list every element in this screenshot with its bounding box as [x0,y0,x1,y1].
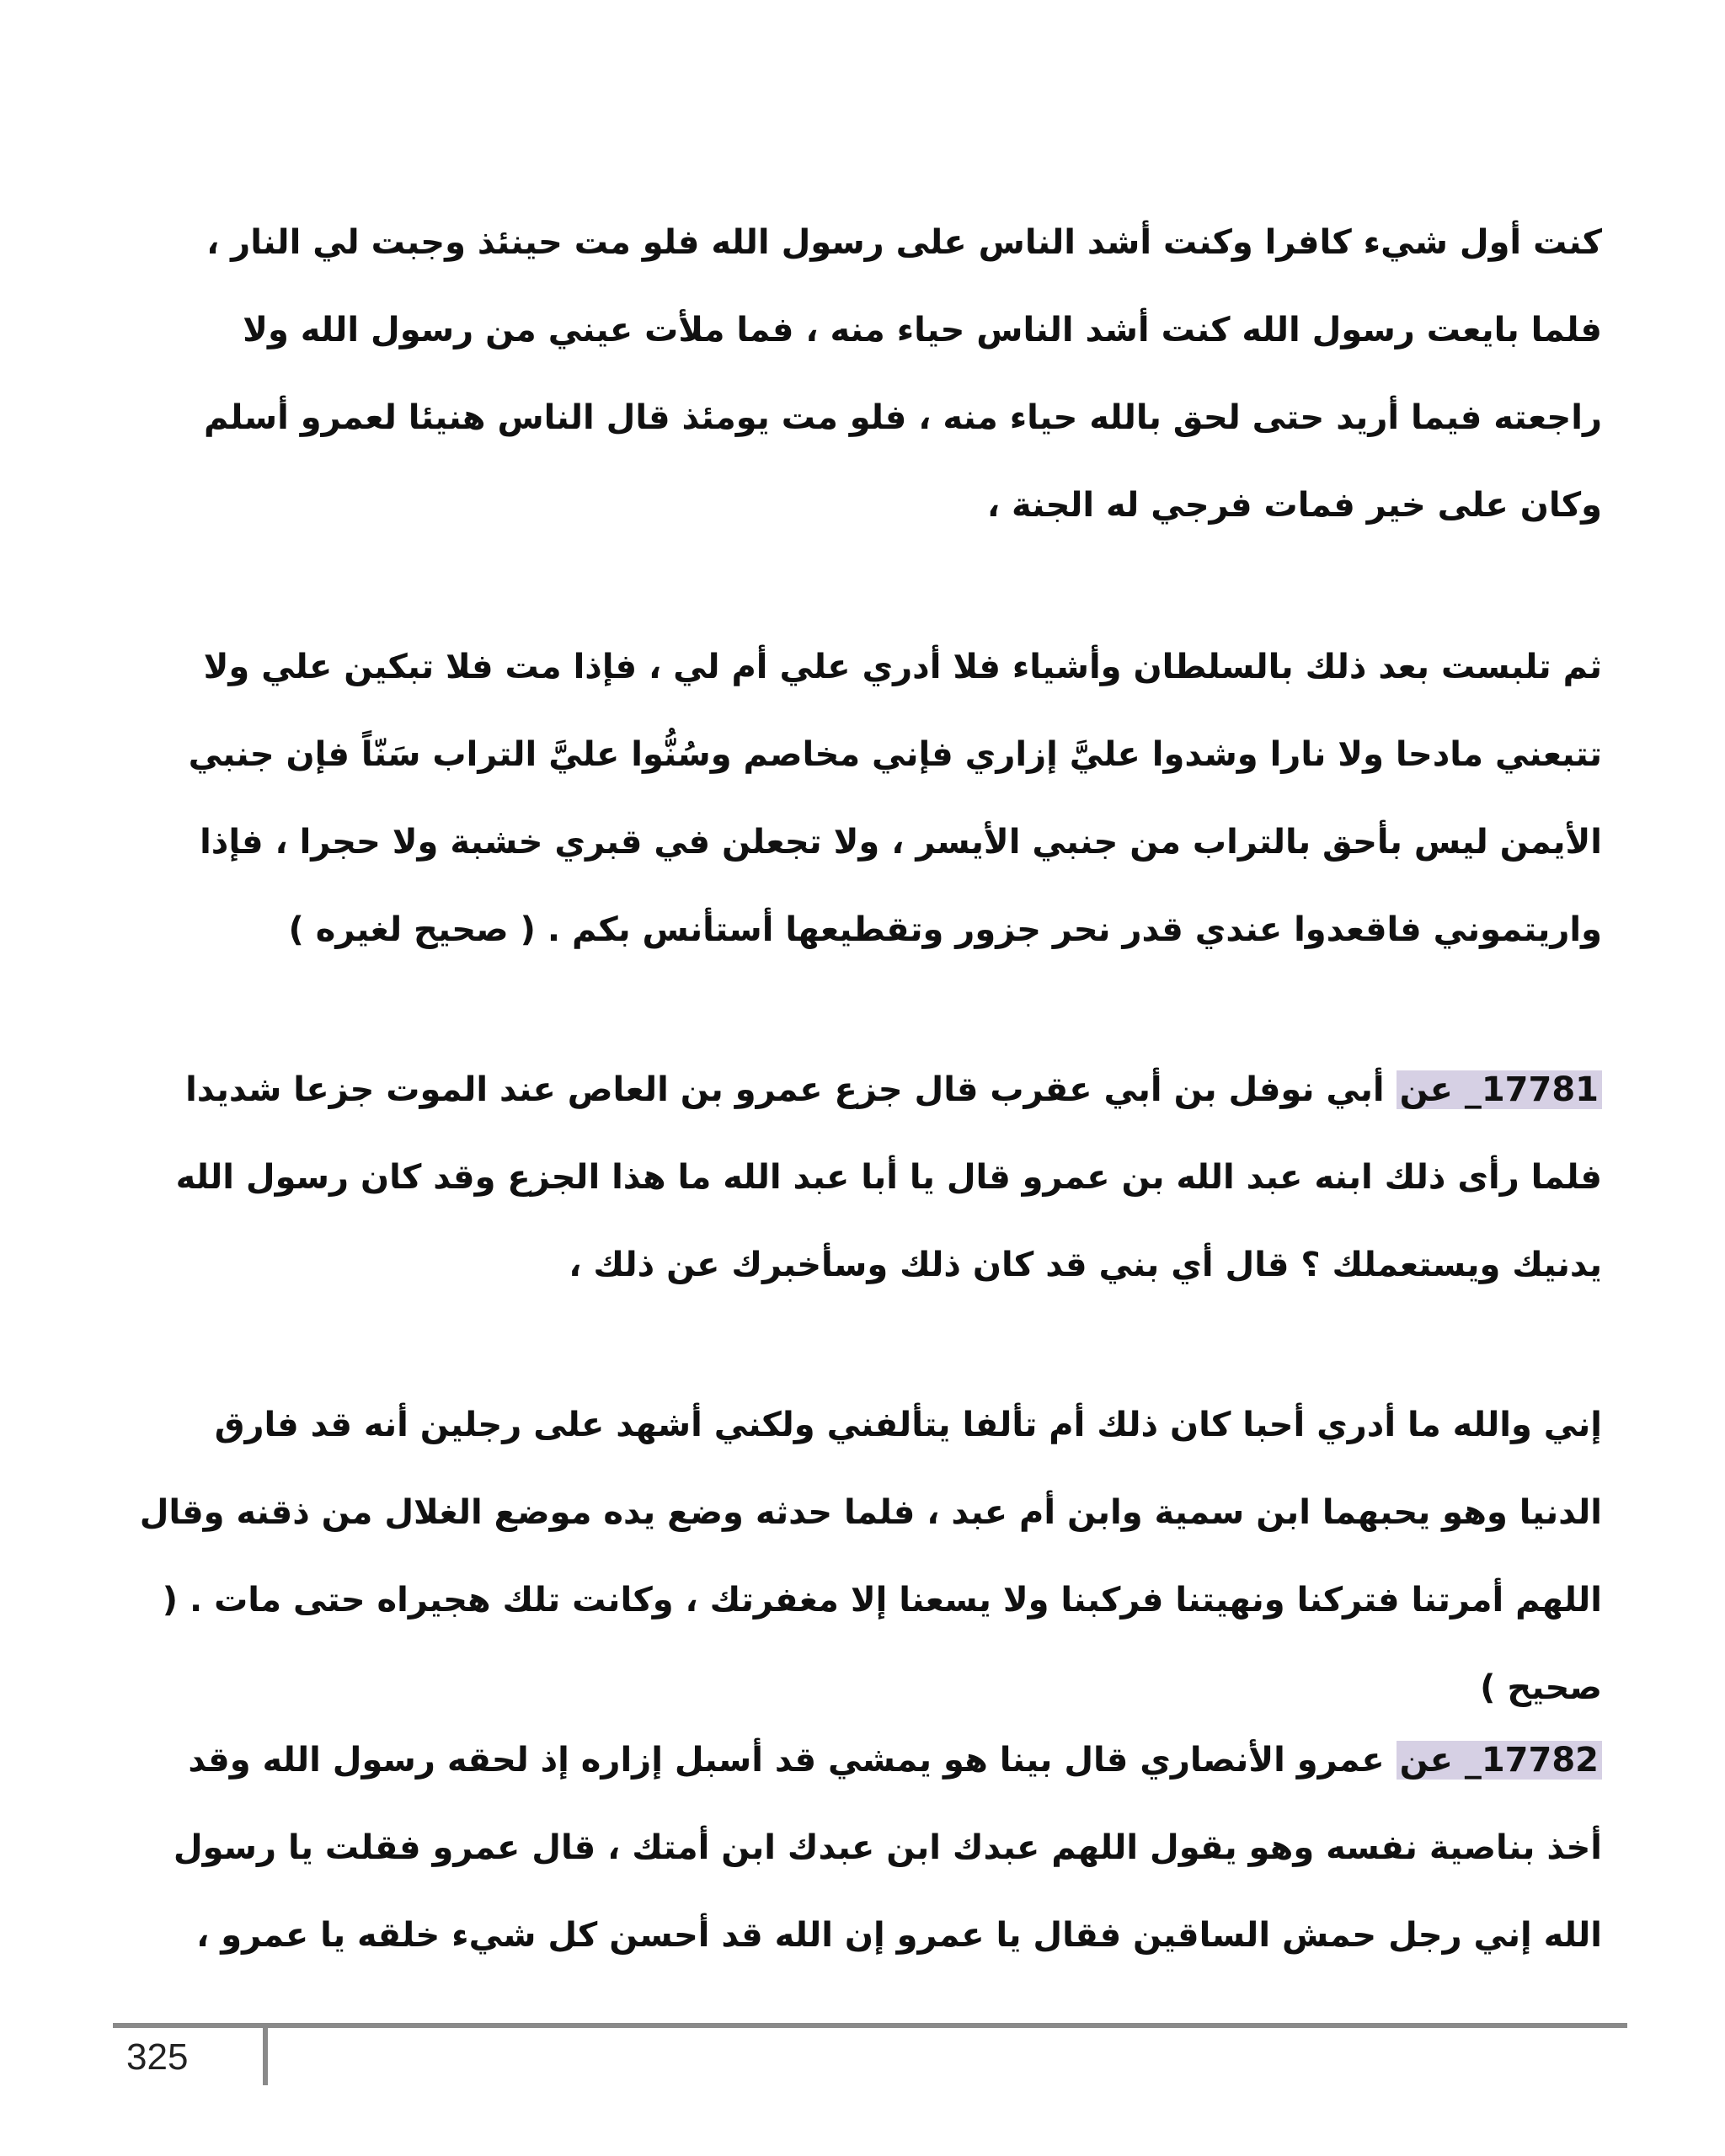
paragraph-4 [126,1381,1602,1732]
footer-divider [263,2028,268,2085]
paragraph-1 [126,199,1602,549]
hadith-17782 [126,1716,1602,1979]
paragraph-2-text: ثم تلبست بعد ذلك بالسلطان وأشياء فلا أدري علي أم لي ، فإذا مت فلا تبكين علي ولا تتبعني مادحا ولا نارا وشدوا عليَّ إزاري فإني مخاصم وسُنُّوا عليَّ التراب سَنّاً فإن جنبي الأيمن ليس بأحق بالتراب من جنبي الأيسر ، ولا تجعلن في قبري خشبة ولا حجرا ، فإذا واريتموني فاقعدوا عندي قدر نحر جزور وتقطيعها أستأنس بكم . ( صحيح لغيره ) [188,648,1602,949]
paragraph-4-text: إني والله ما أدري أحبا كان ذلك أم تألفا يتألفني ولكني أشهد على رجلين أنه قد فارق الدنيا وهو يحبهما ابن سمية وابن أم عبد ، فلما حدثه وضع يده موضع الغلال من ذقنه وقال اللهم أمرتنا فتركنا ونهيتنا فركبنا ولا يسعنا إلا مغفرتك ، وكانت تلك هجيراه حتى مات . ( صحيح ) [139,1406,1602,1707]
footer-rule [113,2023,1627,2028]
page-number: 325 [126,2036,189,2078]
hadith-number-highlight: 17781_ عن [1397,1070,1602,1109]
paragraph-2 [126,623,1602,974]
paragraph-1-text: كنت أول شيء كافرا وكنت أشد الناس على رسول الله فلو مت حينئذ وجبت لي النار ، فلما بايعت رسول الله كنت أشد الناس حياء منه ، فما ملأت عيني من رسول الله ولا راجعته فيما أريد حتى لحق بالله حياء منه ، فلو مت يومئذ قال الناس هنيئا لعمرو أسلم وكان على خير فمات فرجي له الجنة ، [204,223,1602,525]
hadith-number-highlight: 17782_ عن [1397,1741,1602,1780]
hadith-17782-text: عمرو الأنصاري قال بينا هو يمشي قد أسبل إزاره إذ لحقه رسول الله وقد أخذ بناصية نفسه وهو يقول اللهم عبدك ابن عبدك ابن أمتك ، قال عمرو فقلت يا رسول الله إني رجل حمش الساقين فقال يا عمرو إن الله قد أحسن كل شيء خلقه يا عمرو ، [173,1741,1602,1955]
hadith-17781 [126,1046,1602,1309]
hadith-17781-text: أبي نوفل بن أبي عقرب قال جزع عمرو بن العاص عند الموت جزعا شديدا فلما رأى ذلك ابنه عبد الله بن عمرو قال يا أبا عبد الله ما هذا الجزع وقد كان رسول الله يدنيك ويستعملك ؟ قال أي بني قد كان ذلك وسأخبرك عن ذلك ، [175,1070,1602,1284]
